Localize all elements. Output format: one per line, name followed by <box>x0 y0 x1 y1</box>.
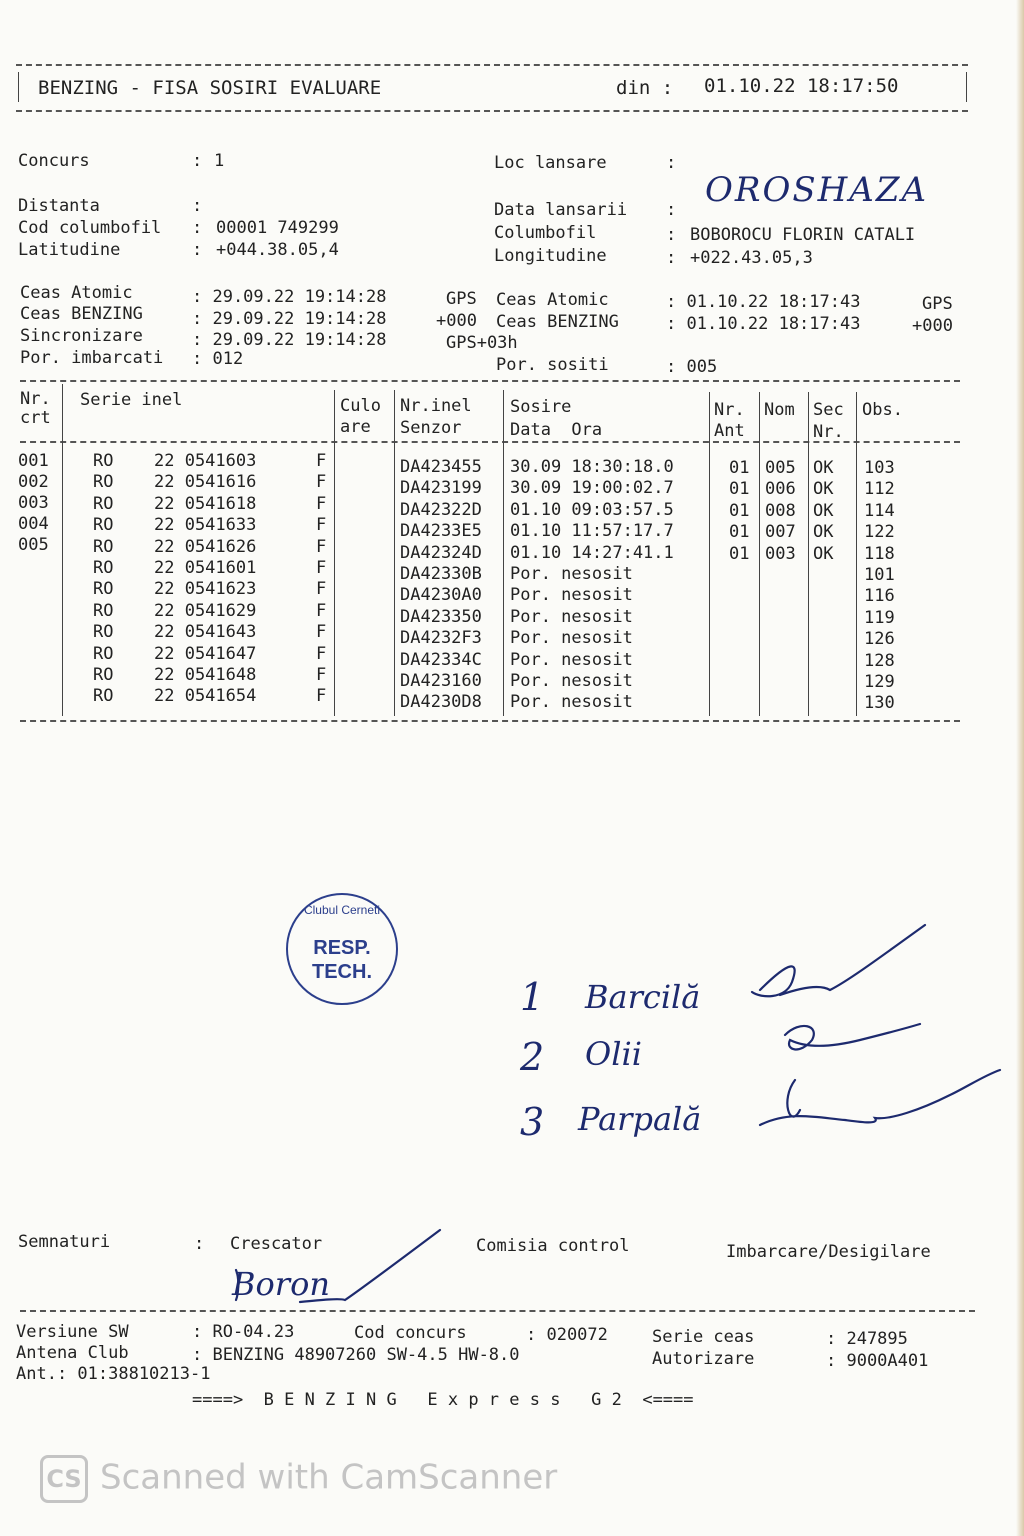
cell-sec: OK <box>813 458 834 478</box>
hand-name-2: Olii <box>585 1035 642 1073</box>
distanta-label: Distanta <box>18 196 100 216</box>
cell-nr: 002 <box>18 472 49 492</box>
cod-concurs-value: : 020072 <box>526 1325 608 1345</box>
sincronizare-label: Sincronizare <box>20 326 143 346</box>
cell-obs: 128 <box>864 650 895 671</box>
ceas-atomic-right-suffix: GPS <box>922 294 953 314</box>
header-sec: Sec <box>813 400 844 420</box>
semnaturi-sep: : <box>194 1234 205 1254</box>
cell-sensor: DA4230D8 <box>400 692 482 713</box>
hand-num-1: 1 <box>520 975 545 1019</box>
cell-country: RO <box>93 600 114 621</box>
antena-label: Antena Club <box>16 1343 129 1363</box>
stamp-line-2: TECH. <box>312 961 372 983</box>
header-ant: Ant <box>714 421 745 441</box>
cell-nr: 004 <box>18 514 49 534</box>
cell-ring: 22 0541643 <box>154 622 257 643</box>
cell-arrival: 01.10 14:27:41.1 <box>510 542 674 563</box>
data-lansarii-label: Data lansarii <box>494 200 628 220</box>
cell-sex: F <box>316 451 327 471</box>
cell-ring: 22 0541629 <box>154 600 257 621</box>
concurs-sep: : <box>192 151 203 171</box>
cell-arrival: Por. nesosit <box>510 585 633 606</box>
por-sositi-label: Por. sositi <box>496 355 609 375</box>
cell-sex: F <box>316 686 327 707</box>
cell-arrival: Por. nesosit <box>510 606 633 627</box>
cell-ring: 22 0541648 <box>154 665 257 685</box>
longitudine-sep: : <box>666 248 677 268</box>
cell-country: RO <box>93 622 114 643</box>
por-imbarcati-label: Por. imbarcati <box>20 348 164 368</box>
cell-country: RO <box>93 493 114 514</box>
cell-ring: 22 0541618 <box>154 493 257 514</box>
header-culo: Culo <box>340 396 381 416</box>
cell-arrival: 01.10 09:03:57.5 <box>510 499 674 520</box>
cell-sex: F <box>316 643 327 664</box>
ceas-atomic-right-label: Ceas Atomic <box>496 290 609 310</box>
header-nr-ant: Nr. <box>714 400 745 420</box>
cell-nr: 005 <box>18 535 49 555</box>
cell-nr: 003 <box>18 493 49 513</box>
cell-obs: 126 <box>864 629 895 650</box>
cell-arrival: 01.10 11:57:17.7 <box>510 521 674 542</box>
cell-sex: F <box>316 558 327 578</box>
header-nrinel: Nr.inel <box>400 396 472 416</box>
cell-country: RO <box>93 643 114 664</box>
cell-nr: 001 <box>18 451 49 471</box>
header-are: are <box>340 417 371 437</box>
cell-ring: 22 0541623 <box>154 579 257 600</box>
cell-sex: F <box>316 472 327 493</box>
ceas-benzing-left-label: Ceas BENZING <box>20 304 143 324</box>
cell-sensor: DA423350 <box>400 606 482 627</box>
data-lansarii-sep: : <box>666 200 677 220</box>
ant-line: Ant.: 01:38810213-1 <box>16 1364 211 1384</box>
header-sec-nr: Nr. <box>813 422 844 442</box>
header-data-ora: Data Ora <box>510 420 603 440</box>
express-line: ====> B E N Z I N G E x p r e s s G 2 <==== <box>192 1390 694 1410</box>
concurs-label: Concurs <box>18 151 90 171</box>
cell-country: RO <box>93 665 114 685</box>
autorizare-value: : 9000A401 <box>826 1351 929 1371</box>
por-sositi-value: : 005 <box>666 357 718 377</box>
cell-ring: 22 0541633 <box>154 515 257 536</box>
cell-sensor: DA4233E5 <box>400 521 482 542</box>
cell-country: RO <box>93 579 114 600</box>
cell-nom: 003 <box>765 543 796 564</box>
cod-columbofil-label: Cod columbofil <box>18 218 162 238</box>
cell-sex: F <box>316 579 327 600</box>
cell-sex: F <box>316 600 327 621</box>
cell-arrival: Por. nesosit <box>510 628 633 649</box>
cell-arrival: Por. nesosit <box>510 649 633 670</box>
serie-ceas-value: : 247895 <box>826 1329 908 1349</box>
latitudine-sep: : <box>192 240 203 260</box>
cell-obs: 122 <box>864 522 895 543</box>
camscanner-watermark <box>40 1455 557 1503</box>
cell-sensor: DA42330B <box>400 564 482 584</box>
cell-country: RO <box>93 558 114 578</box>
cell-sensor: DA423160 <box>400 671 482 691</box>
cell-sensor: DA42324D <box>400 542 482 563</box>
columbofil-value: BOBOROCU FLORIN CATALI <box>690 225 916 245</box>
cell-ant: 01 <box>729 500 750 521</box>
cell-ring: 22 0541626 <box>154 536 257 557</box>
cell-arrival: Por. nesosit <box>510 564 633 584</box>
cell-obs: 130 <box>864 693 895 714</box>
header-obs: Obs. <box>862 400 903 420</box>
antena-value: : BENZING 48907260 SW-4.5 HW-8.0 <box>192 1345 520 1365</box>
hand-num-2: 2 <box>520 1035 545 1079</box>
cell-sensor: DA42334C <box>400 649 482 670</box>
cell-sex: F <box>316 665 327 685</box>
cell-arrival: 30.09 19:00:02.7 <box>510 478 674 499</box>
sincronizare-value: : 29.09.22 19:14:28 <box>192 330 387 350</box>
cell-nom: 008 <box>765 500 796 521</box>
header-serie: Serie inel <box>80 390 183 410</box>
cell-obs: 119 <box>864 607 895 628</box>
cell-sex: F <box>316 515 327 536</box>
cell-sec: OK <box>813 522 834 543</box>
latitudine-label: Latitudine <box>18 240 121 260</box>
latitudine-value: +044.38.05,4 <box>216 240 339 260</box>
versiune-label: Versiune SW <box>16 1322 129 1342</box>
cell-obs: 114 <box>864 500 895 521</box>
header-crt: crt <box>20 408 51 428</box>
cell-country: RO <box>93 515 114 536</box>
cell-ant: 01 <box>729 522 750 543</box>
ceas-benzing-right-suffix: +000 <box>912 316 953 336</box>
cell-sensor: DA4232F3 <box>400 628 482 649</box>
header-senzor: Senzor <box>400 418 462 438</box>
cell-obs: 118 <box>864 543 895 564</box>
camscanner-text: Scanned with CamScanner <box>100 1457 558 1498</box>
autorizare-label: Autorizare <box>652 1349 755 1369</box>
ceas-atomic-left-suffix: GPS <box>446 289 477 309</box>
header-sosire: Sosire <box>510 397 572 417</box>
camscanner-logo-icon: CS <box>40 1455 88 1503</box>
longitudine-label: Longitudine <box>494 246 607 266</box>
cell-nom: 006 <box>765 479 796 500</box>
serie-ceas-label: Serie ceas <box>652 1327 755 1347</box>
ceas-benzing-right-value: : 01.10.22 18:17:43 <box>666 314 861 334</box>
semnaturi-label: Semnaturi <box>18 1232 111 1252</box>
loc-lansare-sep: : <box>666 153 677 173</box>
cell-nom: 007 <box>765 522 796 543</box>
cell-sec: OK <box>813 479 834 500</box>
cell-ring: 22 0541601 <box>154 558 257 578</box>
cell-arrival: Por. nesosit <box>510 671 633 691</box>
signature-1 <box>752 925 925 996</box>
cell-ring: 22 0541603 <box>154 451 257 471</box>
sincronizare-suffix: GPS+03h <box>446 333 518 353</box>
header-nom: Nom <box>764 400 795 420</box>
header-nr: Nr. <box>20 389 51 409</box>
cell-country: RO <box>93 536 114 557</box>
cell-obs: 129 <box>864 672 895 692</box>
cell-sec: OK <box>813 500 834 521</box>
cell-country: RO <box>93 686 114 707</box>
cell-arrival: 30.09 18:30:18.0 <box>510 457 674 477</box>
distanta-sep: : <box>192 196 203 216</box>
ceas-atomic-left-label: Ceas Atomic <box>20 283 133 303</box>
hand-name-1: Barcilă <box>585 978 701 1016</box>
cell-arrival: Por. nesosit <box>510 692 633 713</box>
stamp-arc-text: Clubul Cerneti <box>303 903 381 917</box>
cell-obs: 101 <box>864 565 895 585</box>
cell-ant: 01 <box>729 543 750 564</box>
cell-sensor: DA423455 <box>400 457 482 477</box>
columbofil-sep: : <box>666 225 677 245</box>
concurs-value: 1 <box>214 151 225 171</box>
longitudine-value: +022.43.05,3 <box>690 248 813 268</box>
cod-columbofil-value: 00001 749299 <box>216 218 339 238</box>
handwritten-location: OROSHAZA <box>705 170 929 210</box>
cell-sensor: DA423199 <box>400 478 482 499</box>
versiune-value: : RO-04.23 <box>192 1322 295 1342</box>
cell-country: RO <box>93 472 114 493</box>
cell-sec: OK <box>813 543 834 564</box>
cod-concurs-label: Cod concurs <box>354 1323 467 1343</box>
loc-lansare-label: Loc lansare <box>494 153 607 173</box>
cell-obs: 103 <box>864 458 895 478</box>
por-imbarcati-value: : 012 <box>192 349 244 369</box>
cell-ring: 22 0541616 <box>154 472 257 493</box>
cell-ring: 22 0541647 <box>154 643 257 664</box>
stamp-line-1: RESP. <box>313 937 371 959</box>
cod-columbofil-sep: : <box>192 218 203 238</box>
cell-ant: 01 <box>729 458 750 478</box>
ceas-benzing-left-suffix: +000 <box>436 311 477 331</box>
crescator-label: Crescator <box>230 1234 323 1254</box>
imbarcare-label: Imbarcare/Desigilare <box>726 1242 931 1262</box>
crescator-signature: Boron <box>232 1265 330 1303</box>
cell-ant: 01 <box>729 479 750 500</box>
ceas-atomic-left-value: : 29.09.22 19:14:28 <box>192 287 387 307</box>
cell-nom: 005 <box>765 458 796 478</box>
hand-name-3: Parpală <box>578 1100 702 1138</box>
signature-2 <box>785 1024 920 1049</box>
ceas-benzing-left-value: : 29.09.22 19:14:28 <box>192 309 387 329</box>
din-label: din : <box>616 77 674 99</box>
columbofil-label: Columbofil <box>494 223 597 243</box>
ceas-atomic-right-value: : 01.10.22 18:17:43 <box>666 292 861 312</box>
footer-top-border <box>20 1310 975 1312</box>
cell-obs: 116 <box>864 586 895 607</box>
ceas-benzing-right-label: Ceas BENZING <box>496 312 619 332</box>
cell-country: RO <box>93 451 114 471</box>
cell-obs: 112 <box>864 479 895 500</box>
comisia-label: Comisia control <box>476 1236 630 1256</box>
signature-3 <box>760 1070 1000 1125</box>
din-value: 01.10.22 18:17:50 <box>704 75 899 97</box>
cell-sex: F <box>316 536 327 557</box>
cell-sensor: DA42322D <box>400 499 482 520</box>
cell-sex: F <box>316 493 327 514</box>
cell-ring: 22 0541654 <box>154 686 257 707</box>
cell-sensor: DA4230A0 <box>400 585 482 606</box>
cell-sex: F <box>316 622 327 643</box>
document-title: BENZING - FISA SOSIRI EVALUARE <box>38 77 382 99</box>
hand-num-3: 3 <box>520 1100 545 1144</box>
